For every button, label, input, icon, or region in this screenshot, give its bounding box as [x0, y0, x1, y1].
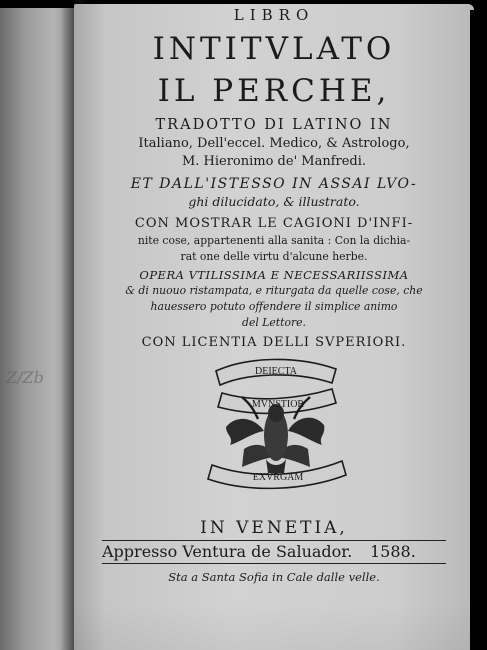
imprint-city: IN VENETIA, — [200, 518, 348, 538]
page-shadow — [74, 604, 474, 650]
title-page — [74, 4, 474, 650]
author-name: M. Hieronimo de' Manfredi. — [181, 154, 367, 169]
printers-device-emblem — [186, 349, 366, 499]
imprint-printer: Appresso Ventura de Saluador. — [102, 542, 353, 561]
band-label-middle: MVNSTIOR — [251, 399, 305, 410]
title-libro: LIBRO — [233, 6, 315, 24]
band-label-top: DEIECTA — [255, 366, 297, 377]
text-ristampata: & di nuouo ristampata, e riturgata da quelle cose, che — [125, 284, 423, 297]
subtitle-italiano: Italiano, Dell'eccel. Medico, & Astrologo, — [138, 136, 410, 151]
text-et-dall: ET DALL'ISTESSO IN ASSAI LVO- — [130, 176, 418, 192]
handwritten-note: Z/Zb — [6, 368, 44, 387]
title-perche: IL PERCHE, — [157, 73, 391, 109]
text-licentia: CON LICENTIA DELLI SVPERIORI. — [141, 335, 407, 350]
imprint-rule-box — [102, 540, 446, 564]
text-opera: OPERA VTILISSIMA E NECESSARIISSIMA — [139, 268, 409, 282]
text-dilucidato: ghi dilucidato, & illustrato. — [188, 194, 360, 209]
imprint-year: 1588. — [370, 542, 416, 561]
text-infinite-cose: nite cose, appartenenti alla sanita : Con la dichia- — [137, 234, 411, 247]
text-hauessero: hauessero potuto offendere il simplice animo — [150, 300, 398, 313]
text-herbe: rat one delle virtu d'alcune herbe. — [180, 250, 368, 263]
title-intitulato: INTITVLATO — [152, 31, 396, 67]
right-shadow — [470, 10, 487, 650]
text-lettore: del Lettore. — [242, 316, 306, 329]
subtitle-tradotto: TRADOTTO DI LATINO IN — [155, 117, 393, 133]
text-con-mostrar: CON MOSTRAR LE CAGIONI D'INFI- — [134, 216, 414, 231]
imprint-address: Sta a Santa Sofia in Cale dalle velle. — [168, 570, 380, 584]
band-label-bottom: EXVRGAM — [252, 472, 304, 483]
